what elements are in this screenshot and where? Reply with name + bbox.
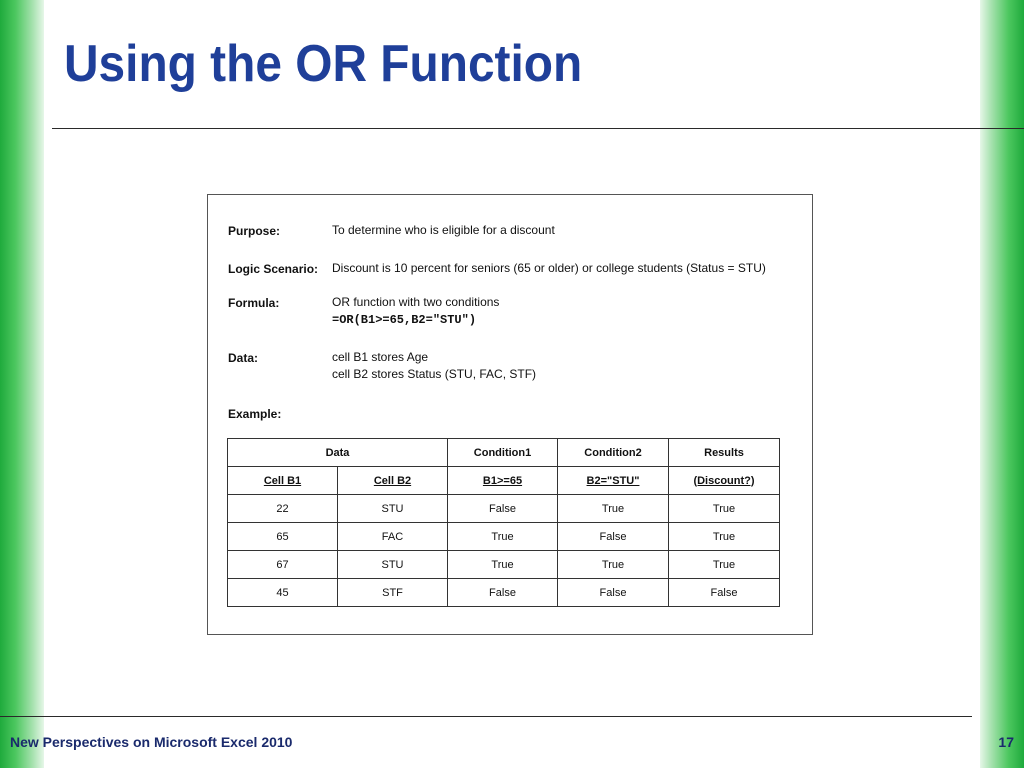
subheader-cell-b1: Cell B1 [228,467,338,495]
table-row [228,551,780,579]
table-subheader-row [228,467,780,495]
left-green-bar [0,0,44,768]
table-cell: STF [338,579,448,607]
table-cell: STU [338,495,448,523]
table-cell: STU [338,551,448,579]
table-cell: True [448,551,558,579]
slide-title: Using the OR Function [64,35,583,93]
subheader-b2-condition: B2="STU" [558,467,669,495]
footer-divider [0,716,972,717]
formula-line2: =OR(B1>=65,B2="STU") [332,313,477,327]
table-row [228,523,780,551]
data-label: Data: [228,351,259,365]
table-cell: False [558,579,669,607]
purpose-label: Purpose: [228,224,281,238]
subheader-discount: (Discount?) [669,467,780,495]
table-header-row [228,439,780,467]
subheader-b1-condition: B1>=65 [448,467,558,495]
header-condition2: Condition2 [558,439,669,467]
table-cell: 45 [228,579,338,607]
header-condition1: Condition1 [448,439,558,467]
table-row [228,579,780,607]
table-cell: True [669,523,780,551]
or-function-figure [207,194,813,635]
table-cell: False [448,495,558,523]
table-cell: 67 [228,551,338,579]
formula-line1: OR function with two conditions [332,295,500,309]
table-cell: False [558,523,669,551]
table-row [228,495,780,523]
data-line2: cell B2 stores Status (STU, FAC, STF) [332,367,537,381]
logic-value: Discount is 10 percent for seniors (65 or older) or college students (Status = STU) [332,261,766,275]
table-cell: True [669,495,780,523]
example-table [227,438,780,607]
example-label: Example: [228,407,282,421]
table-cell: True [448,523,558,551]
footer-text: New Perspectives on Microsoft Excel 2010 [10,734,293,750]
table-cell: True [558,495,669,523]
table-cell: 22 [228,495,338,523]
table-cell: FAC [338,523,448,551]
table-cell: True [558,551,669,579]
table-cell: False [448,579,558,607]
table-cell: 65 [228,523,338,551]
header-data: Data [228,439,448,467]
title-divider [52,128,1024,129]
formula-label: Formula: [228,296,280,310]
right-green-bar [980,0,1024,768]
purpose-value: To determine who is eligible for a discount [332,223,555,237]
data-line1: cell B1 stores Age [332,350,429,364]
header-results: Results [669,439,780,467]
table-cell: False [669,579,780,607]
page-number: 17 [998,734,1014,750]
table-cell: True [669,551,780,579]
subheader-cell-b2: Cell B2 [338,467,448,495]
logic-label: Logic Scenario: [228,262,319,276]
